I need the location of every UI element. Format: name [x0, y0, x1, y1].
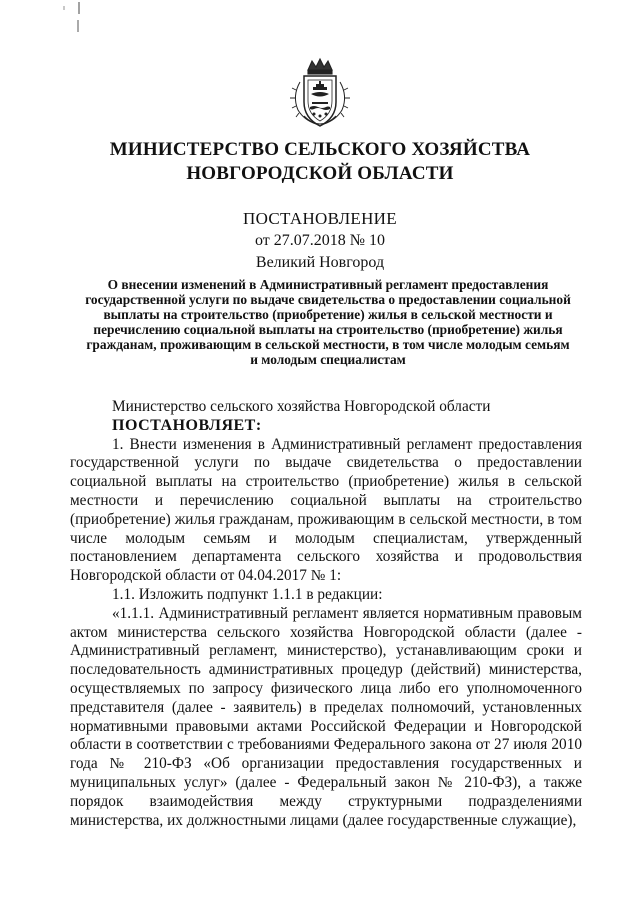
resolves-heading: ПОСТАНОВЛЯЕТ:	[112, 416, 262, 434]
decree-header	[0, 208, 640, 274]
paragraph-1-1: 1.1. Изложить подпункт 1.1.1 в редакции:	[112, 585, 383, 603]
place: Великий Новгород	[255, 254, 385, 271]
date-number: от 27.07.2018 № 10	[254, 232, 386, 249]
ministry-name-line-2: НОВГОРОДСКОЙ ОБЛАСТИ	[186, 163, 454, 184]
issuer-line: Министерство сельского хозяйства Новгородской области	[112, 398, 491, 415]
ministry-name	[0, 138, 640, 186]
novgorod-coat-of-arms-icon	[286, 56, 354, 130]
ministry-name-line-1: МИНИСТЕРСТВО СЕЛЬСКОГО ХОЗЯЙСТВА	[109, 139, 531, 160]
paragraph-1: 1. Внести изменения в Административный регламент предоставления государственной услуги по выдаче свидетельства о предоставлении социальной выплаты на строительство (приобретение) жилья в сельской местности и перечислению социальной выплаты на строительство (приобретение) жилья гражданам, проживающим в сельской местности, в том числе молодым семьям и молодым специалистам, утвержденный постановлением департамента сельского хозяйства и продовольствия Новгородской области от 04.04.2017 № 1:	[70, 435, 582, 585]
paragraph-1-1-1: «1.1.1. Административный регламент является нормативным правовым актом министерства сельского хозяйства Новгородской области (далее - Административный регламент, министерство), устанавливающим сроки и последовательность административных процедур (действий) министерства, осуществляемых по запросу физического лица либо его уполномоченного представителя (далее - заявитель) в пределах полномочий, установленных нормативными правовыми актами Российской Федерации и Новгородской области в соответствии с требованиями Федерального закона от 27 июля 2010 года № 210-ФЗ «Об организации предоставления государственных и муниципальных услуг» (далее - Федеральный закон № 210-ФЗ), а также порядок взаимодействия между структурными подразделениями министерства, их должностными лицами (далее государственные служащие),	[70, 604, 582, 829]
decree-subject: О внесении изменений в Административный регламент предоставления государственной услуги по выдаче свидетельства о предоставлении социальной выплаты на строительство (приобретение) жилья в сельской местности и перечислению социальной выплаты на строительство (приобретение) жилья гражданам, проживающим в сельской местности, в том числе молодым семьям и молодым специалистам	[85, 277, 571, 367]
document-body	[70, 398, 582, 830]
document-kind: ПОСТАНОВЛЕНИЕ	[243, 209, 397, 228]
scan-artifact-marks	[62, 2, 92, 42]
